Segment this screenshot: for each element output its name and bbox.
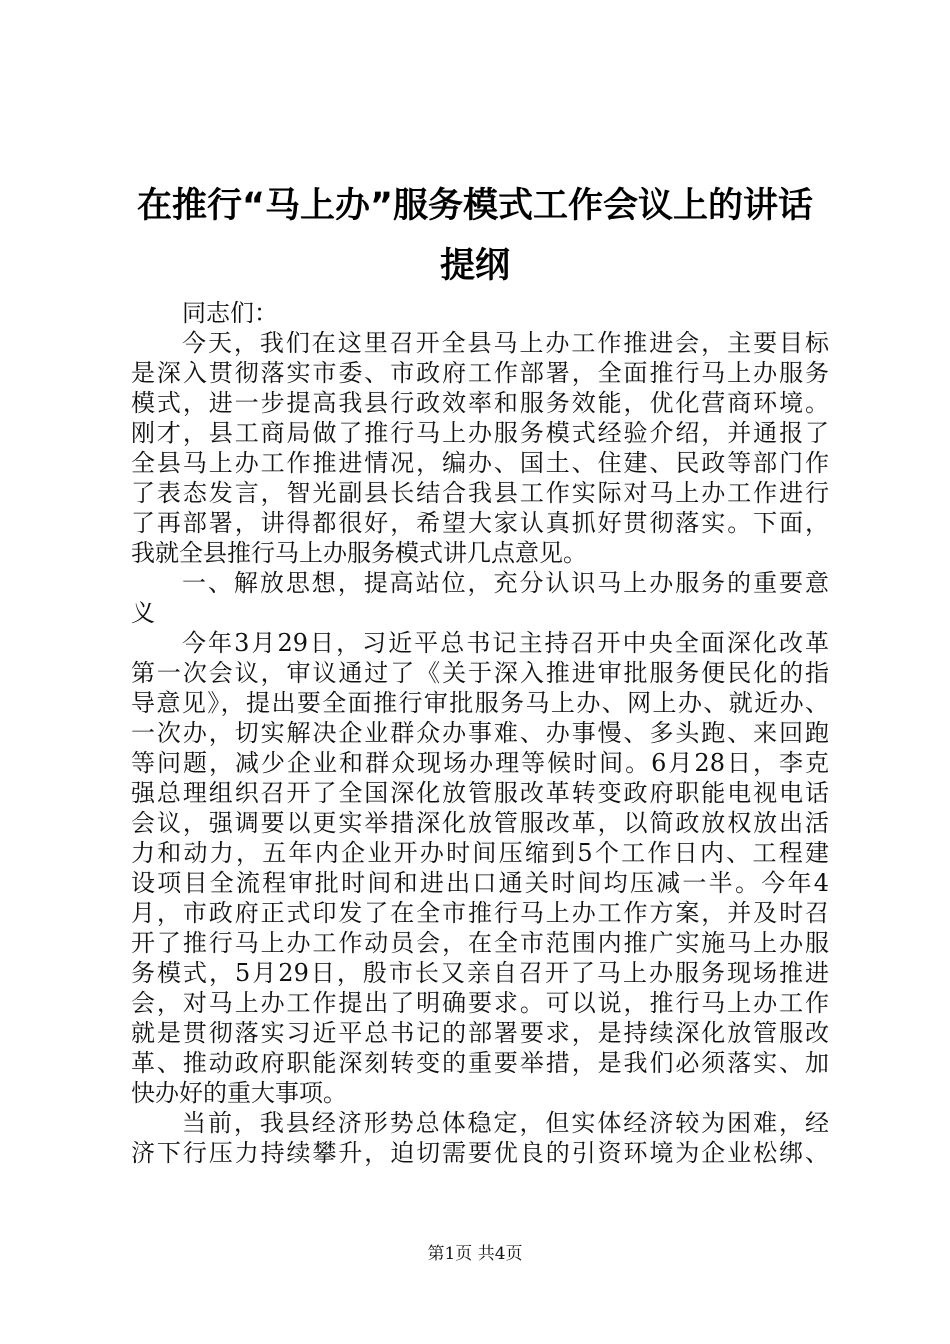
body-line: 会，对马上办工作提出了明确要求。可以说，推行马上办工作 (131, 989, 829, 1017)
body-line: 模式，进一步提高我县行政效率和服务效能，优化营商环境。 (131, 389, 829, 417)
body-line: 等问题，减少企业和群众现场办理等候时间。6月28日，李克 (131, 749, 829, 777)
body-line: 力和动力，五年内企业开办时间压缩到5个工作日内、工程建 (131, 839, 829, 867)
page-number-footer: 第1页 共4页 (427, 1244, 523, 1264)
body-line: 就是贯彻落实习近平总书记的部署要求，是持续深化放管服改 (131, 1019, 829, 1047)
body-line: 全县马上办工作推进情况，编办、国土、住建、民政等部门作 (131, 449, 829, 477)
salutation: 同志们： (182, 299, 278, 327)
body-line: 刚才，县工商局做了推行马上办服务模式经验介绍，并通报了 (131, 419, 829, 447)
section-heading-line: 义 (131, 599, 155, 627)
section-heading-line: 一、解放思想，提高站位，充分认识马上办服务的重要意 (182, 569, 829, 597)
body-line: 济下行压力持续攀升，迫切需要优良的引资环境为企业松绑、 (131, 1139, 829, 1167)
body-line: 强总理组织召开了全国深化放管服改革转变政府职能电视电话 (131, 779, 829, 807)
body-line: 月，市政府正式印发了在全市推行马上办工作方案，并及时召 (131, 899, 829, 927)
body-line: 务模式，5月29日，殷市长又亲自召开了马上办服务现场推进 (131, 959, 829, 987)
document-title-line-2: 提纲 (439, 246, 510, 286)
body-line: 今天，我们在这里召开全县马上办工作推进会，主要目标 (182, 329, 829, 357)
body-line: 开了推行马上办工作动员会，在全市范围内推广实施马上办服 (131, 929, 829, 957)
body-line: 快办好的重大事项。 (131, 1079, 347, 1107)
document-title-line-1: 在推行“马上办”服务模式工作会议上的讲话 (136, 186, 813, 226)
body-line: 今年3月29日，习近平总书记主持召开中央全面深化改革 (182, 629, 829, 657)
body-line: 会议，强调要以更实举措深化放管服改革，以简政放权放出活 (131, 809, 829, 837)
body-line: 当前，我县经济形势总体稳定，但实体经济较为困难，经 (182, 1109, 829, 1137)
body-line: 设项目全流程审批时间和进出口通关时间均压减一半。今年4 (131, 869, 829, 897)
body-line: 第一次会议，审议通过了《关于深入推进审批服务便民化的指 (131, 659, 829, 687)
body-line: 了表态发言，智光副县长结合我县工作实际对马上办工作进行 (131, 479, 829, 507)
body-line: 革、推动政府职能深刻转变的重要举措，是我们必须落实、加 (131, 1049, 829, 1077)
body-line: 了再部署，讲得都很好，希望大家认真抓好贯彻落实。下面， (131, 509, 829, 537)
body-line: 是深入贯彻落实市委、市政府工作部署，全面推行马上办服务 (131, 359, 829, 387)
body-line: 我就全县推行马上办服务模式讲几点意见。 (131, 539, 587, 567)
body-line: 一次办，切实解决企业群众办事难、办事慢、多头跑、来回跑 (131, 719, 829, 747)
body-line: 导意见》，提出要全面推行审批服务马上办、网上办、就近办、 (131, 689, 829, 717)
document-body (131, 298, 829, 1168)
